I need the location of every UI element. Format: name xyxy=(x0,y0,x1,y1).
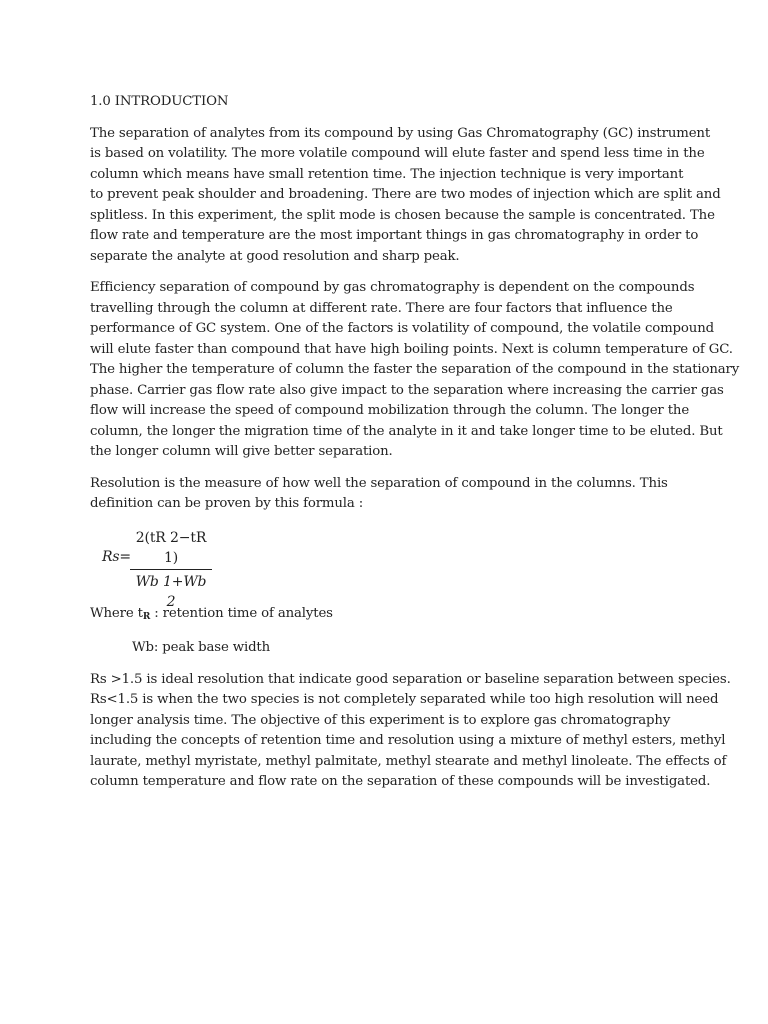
paragraph-line: to prevent peak shoulder and broadening. There are two modes of injection which are split and xyxy=(90,187,721,202)
paragraph-line: performance of GC system. One of the factors is volatility of compound, the volatile compound xyxy=(90,321,714,336)
document-page xyxy=(90,92,740,804)
paragraph-line: laurate, methyl myristate, methyl palmitate, methyl stearate and methyl linoleate. The effects of xyxy=(90,753,727,769)
formula-fraction xyxy=(130,528,212,612)
formula-numerator: 2(tR 2−tR 1) xyxy=(135,529,207,566)
paragraph-line: The separation of analytes from its compound by using Gas Chromatography (GC) instrument xyxy=(90,125,711,141)
paragraph-line: definition can be proven by this formula : xyxy=(90,496,364,511)
paragraph-line: column temperature and flow rate on the separation of these compounds will be investigated. xyxy=(90,774,711,789)
where-subscript: R xyxy=(142,611,151,622)
fraction-bar xyxy=(130,569,212,570)
paragraph-line: Rs >1.5 is ideal resolution that indicate good separation or baseline separation between species. xyxy=(90,671,731,687)
paragraph-line: phase. Carrier gas flow rate also give impact to the separation where increasing the carrier gas xyxy=(90,382,724,398)
paragraph-line: will elute faster than compound that have high boiling points. Next is column temperature of GC. xyxy=(90,341,733,357)
where-prefix: Where t xyxy=(90,605,143,621)
paragraph-line: Rs<1.5 is when the two species is not completely separated while too high resolution will need xyxy=(90,692,719,707)
where-rest: : retention time of analytes xyxy=(150,605,333,621)
paragraph-line: is based on volatility. The more volatile compound will elute faster and spend less time in the xyxy=(90,146,705,161)
paragraph-line: separate the analyte at good resolution and sharp peak. xyxy=(90,248,460,264)
where-peak-base-width: Wb: peak base width xyxy=(132,640,271,655)
paragraph-line: longer analysis time. The objective of this experiment is to explore gas chromatography xyxy=(90,712,671,728)
paragraph-line: The higher the temperature of column the faster the separation of the compound in the stationary xyxy=(90,362,740,377)
paragraph-1 xyxy=(90,124,721,268)
paragraph-line: Efficiency separation of compound by gas chromatography is dependent on the compounds xyxy=(90,280,695,295)
formula-denominator: Wb 1+Wb 2 xyxy=(135,573,207,610)
paragraph-line: column, the longer the migration time of the analyte in it and take longer time to be eluted. But xyxy=(90,423,723,439)
paragraph-3 xyxy=(90,474,690,515)
formula-lhs: Rs= xyxy=(102,548,132,565)
section-heading: 1.0 INTRODUCTION xyxy=(90,94,229,109)
paragraph-line: splitless. In this experiment, the split mode is chosen because the sample is concentrated. The xyxy=(90,207,715,223)
paragraph-line: travelling through the column at different rate. There are four factors that influence the xyxy=(90,300,673,316)
paragraph-2 xyxy=(90,278,740,463)
paragraph-line: including the concepts of retention time and resolution using a mixture of methyl esters, methyl xyxy=(90,733,726,748)
paragraph-line: the longer column will give better separation. xyxy=(90,444,393,459)
paragraph-line: column which means have small retention time. The injection technique is very important xyxy=(90,166,684,182)
paragraph-line: flow will increase the speed of compound mobilization through the column. The longer the xyxy=(90,403,690,418)
paragraph-4 xyxy=(90,670,731,793)
paragraph-line: Resolution is the measure of how well the separation of compound in the columns. This xyxy=(90,475,668,491)
resolution-formula xyxy=(90,526,690,610)
paragraph-line: flow rate and temperature are the most important things in gas chromatography in order to xyxy=(90,228,699,243)
